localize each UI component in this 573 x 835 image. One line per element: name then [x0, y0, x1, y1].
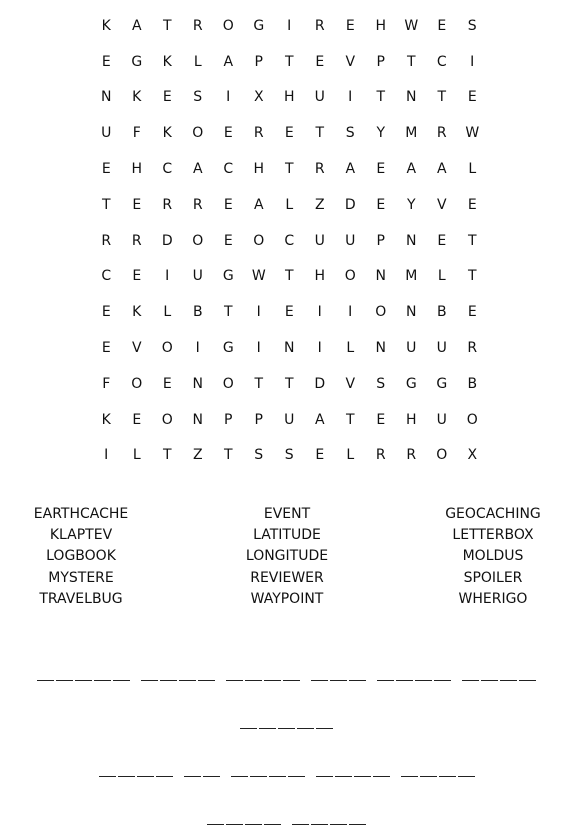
word-column-1 — [0, 504, 166, 610]
letter-blank — [292, 804, 309, 825]
grid-letter: I — [348, 89, 353, 106]
letter-blank — [259, 708, 276, 729]
grid-letter: E — [315, 447, 325, 464]
blank-word — [377, 660, 451, 681]
grid-letter: E — [284, 304, 294, 321]
word-item: LONGITUDE — [245, 548, 329, 565]
letter-blank — [160, 660, 177, 681]
grid-letter: R — [162, 196, 173, 213]
grid-letter: V — [436, 196, 447, 213]
word-item: REVIEWER — [250, 569, 324, 586]
grid-letter: I — [317, 340, 322, 357]
grid-letter: I — [256, 340, 261, 357]
word-item: LETTERBOX — [452, 527, 534, 544]
grid-letter: E — [132, 196, 142, 213]
grid-letter: T — [284, 268, 294, 285]
grid-letter: T — [254, 375, 264, 392]
grid-letter: Z — [314, 196, 325, 213]
grid-letter: G — [222, 340, 234, 357]
grid-letter: K — [101, 17, 111, 34]
blank-word — [311, 660, 366, 681]
grid-letter: H — [375, 17, 387, 34]
letter-blank — [330, 804, 347, 825]
grid-letter: T — [284, 53, 294, 70]
word-column-3 — [408, 504, 573, 610]
grid-letter: R — [192, 17, 203, 34]
blank-word — [292, 804, 366, 825]
grid-letter: N — [284, 340, 295, 357]
grid-letter: I — [470, 53, 475, 70]
blank-word — [226, 660, 300, 681]
grid-letter: N — [192, 375, 203, 392]
word-item: KLAPTEV — [49, 527, 113, 544]
grid-letter: T — [101, 196, 111, 213]
letter-blank — [396, 660, 413, 681]
grid-letter: B — [192, 304, 203, 321]
grid-letter: H — [405, 411, 417, 428]
grid-letter: L — [437, 268, 446, 285]
letter-blank — [240, 708, 257, 729]
grid-letter: U — [314, 232, 325, 249]
grid-letter: T — [284, 161, 294, 178]
letter-blank — [203, 756, 220, 777]
grid-letter: E — [467, 304, 477, 321]
grid-letter: R — [253, 125, 264, 142]
grid-letter: I — [348, 304, 353, 321]
grid-letter: E — [467, 196, 477, 213]
grid-letter: T — [345, 411, 355, 428]
grid-letter: A — [406, 161, 417, 178]
word-item: EARTHCACHE — [33, 506, 129, 522]
letter-blank — [207, 804, 224, 825]
grid-letter: T — [406, 53, 416, 70]
grid-letter: P — [376, 232, 385, 249]
letter-blank — [434, 660, 451, 681]
grid-letter: O — [436, 447, 448, 464]
grid-letter: C — [436, 53, 447, 70]
grid-letter: C — [284, 232, 295, 249]
grid-letter: L — [468, 161, 477, 178]
letter-blank — [156, 756, 173, 777]
grid-letter: E — [162, 375, 172, 392]
grid-letter: A — [131, 17, 142, 34]
blank-word — [37, 660, 130, 681]
grid-letter: C — [223, 161, 234, 178]
grid-letter: L — [346, 340, 355, 357]
grid-letter: I — [226, 89, 231, 106]
grid-letter: D — [161, 232, 173, 249]
grid-letter: T — [284, 375, 294, 392]
letter-blank — [198, 660, 215, 681]
letter-blank — [316, 756, 333, 777]
grid-letter: O — [192, 125, 204, 142]
grid-letter: K — [132, 304, 142, 321]
grid-letter: U — [406, 340, 417, 357]
blank-word — [141, 660, 215, 681]
grid-letter: F — [102, 375, 111, 392]
letter-blank — [335, 756, 352, 777]
letter-blank — [420, 756, 437, 777]
grid-letter: K — [162, 53, 172, 70]
grid-letter: U — [284, 411, 295, 428]
word-item: LATITUDE — [253, 527, 321, 544]
letter-blank — [250, 756, 267, 777]
grid-letter: T — [223, 447, 233, 464]
grid-letter: R — [192, 196, 203, 213]
letter-blank — [330, 660, 347, 681]
letter-blank — [179, 660, 196, 681]
grid-letter: N — [375, 268, 386, 285]
grid-letter: T — [315, 125, 325, 142]
letter-blank — [297, 708, 314, 729]
grid-letter: D — [314, 375, 326, 392]
grid-letter: U — [314, 89, 325, 106]
grid-letter: R — [314, 161, 325, 178]
grid-letter: G — [405, 375, 417, 392]
blank-word — [240, 708, 333, 729]
grid-letter: H — [131, 161, 143, 178]
grid-letter: B — [467, 375, 478, 392]
word-item: MOLDUS — [462, 548, 524, 565]
word-column-2 — [202, 504, 372, 610]
grid-letter: S — [193, 89, 203, 106]
grid-letter: O — [131, 375, 143, 392]
grid-letter: U — [101, 125, 112, 142]
grid-letter: X — [467, 447, 478, 464]
grid-letter: U — [436, 411, 447, 428]
grid-letter: L — [285, 196, 294, 213]
grid-letter: W — [465, 125, 480, 142]
grid-letter: E — [223, 196, 233, 213]
grid-letter: S — [254, 447, 264, 464]
grid-letter: I — [287, 17, 292, 34]
letter-blank — [519, 660, 536, 681]
letter-blank — [373, 756, 390, 777]
grid-letter: A — [314, 411, 325, 428]
grid-letter: G — [436, 375, 448, 392]
letter-blank — [439, 756, 456, 777]
grid-letter: P — [376, 53, 385, 70]
letter-blank — [264, 804, 281, 825]
blank-line — [0, 660, 573, 681]
letter-blank — [401, 756, 418, 777]
grid-letter: S — [284, 447, 294, 464]
grid-letter: O — [192, 232, 204, 249]
letter-blank — [137, 756, 154, 777]
grid-letter: N — [192, 411, 203, 428]
grid-letter: O — [466, 411, 478, 428]
grid-letter: E — [284, 125, 294, 142]
grid-letter: N — [101, 89, 112, 106]
grid-letter: F — [132, 125, 141, 142]
grid-letter: E — [132, 411, 142, 428]
grid-letter: S — [376, 375, 386, 392]
grid-letter: T — [162, 17, 172, 34]
letter-blank — [462, 660, 479, 681]
grid-letter: H — [283, 89, 295, 106]
letter-blank — [226, 804, 243, 825]
grid-letter: E — [101, 340, 111, 357]
blank-word — [184, 756, 220, 777]
letter-blank — [415, 660, 432, 681]
grid-letter: O — [222, 17, 234, 34]
letter-blank — [56, 660, 73, 681]
grid-letter: E — [223, 125, 233, 142]
grid-letter: E — [101, 304, 111, 321]
letter-blank — [231, 756, 248, 777]
letter-blank — [94, 660, 111, 681]
letter-blank — [245, 660, 262, 681]
word-item: WHERIGO — [458, 590, 528, 607]
grid-letter: L — [132, 447, 141, 464]
grid-letter: L — [346, 447, 355, 464]
grid-letter: R — [314, 17, 325, 34]
blank-word — [207, 804, 281, 825]
grid-letter: R — [406, 447, 417, 464]
grid-letter: I — [256, 304, 261, 321]
word-item: LOGBOOK — [46, 548, 116, 565]
grid-letter: C — [101, 268, 112, 285]
grid-letter: O — [344, 268, 356, 285]
grid-letter: K — [162, 125, 172, 142]
letter-blank — [481, 660, 498, 681]
blank-line — [0, 756, 573, 777]
grid-letter: O — [253, 232, 265, 249]
grid-letter: P — [254, 411, 263, 428]
grid-letter: O — [161, 340, 173, 357]
letter-blank — [37, 660, 54, 681]
grid-letter: Y — [406, 196, 416, 213]
letter-blank — [141, 660, 158, 681]
grid-letter: K — [101, 411, 111, 428]
grid-letter: E — [437, 232, 447, 249]
grid-letter: A — [223, 53, 234, 70]
letter-blank — [113, 660, 130, 681]
grid-letter: I — [317, 304, 322, 321]
grid-letter: M — [405, 268, 418, 285]
letter-blank — [75, 660, 92, 681]
grid-letter: U — [436, 340, 447, 357]
grid-letter: I — [165, 268, 170, 285]
letter-blank — [458, 756, 475, 777]
letter-blank — [226, 660, 243, 681]
letter-blank — [264, 660, 281, 681]
letter-blank — [283, 660, 300, 681]
grid-letter: W — [404, 17, 419, 34]
grid-letter: E — [467, 89, 477, 106]
word-list — [0, 504, 573, 614]
grid-letter: E — [162, 89, 172, 106]
grid-letter: V — [345, 53, 356, 70]
grid-letter: E — [345, 17, 355, 34]
grid-letter: L — [193, 53, 202, 70]
grid-letter: A — [436, 161, 447, 178]
blank-word — [231, 756, 305, 777]
grid-letter: O — [222, 375, 234, 392]
letter-blank — [269, 756, 286, 777]
letter-blank — [288, 756, 305, 777]
grid-letter: L — [163, 304, 172, 321]
grid-letter: T — [467, 268, 477, 285]
grid-letter: R — [467, 340, 478, 357]
grid-letter: E — [101, 53, 111, 70]
grid-letter: E — [376, 196, 386, 213]
grid-letter: N — [406, 304, 417, 321]
letter-blank — [311, 804, 328, 825]
grid-letter: R — [101, 232, 112, 249]
grid-letter: P — [254, 53, 263, 70]
letter-blank — [349, 804, 366, 825]
grid-letter: Z — [192, 447, 203, 464]
word-item: MYSTERE — [48, 569, 114, 586]
word-item: WAYPOINT — [250, 590, 324, 607]
grid-letter: V — [345, 375, 356, 392]
grid-letter: X — [253, 89, 264, 106]
grid-letter: I — [104, 447, 109, 464]
letter-blank — [184, 756, 201, 777]
grid-letter: R — [131, 232, 142, 249]
grid-letter: S — [345, 125, 355, 142]
grid-letter: T — [162, 447, 172, 464]
letter-blank — [245, 804, 262, 825]
grid-letter: V — [131, 340, 142, 357]
grid-letter: A — [253, 196, 264, 213]
grid-letter: M — [405, 125, 418, 142]
grid-letter: Y — [376, 125, 386, 142]
letter-blank — [118, 756, 135, 777]
grid-letter: H — [314, 268, 326, 285]
grid-letter: U — [345, 232, 356, 249]
grid-letter: G — [131, 53, 143, 70]
grid-letter: N — [406, 232, 417, 249]
grid-letter: T — [437, 89, 447, 106]
grid-letter: U — [192, 268, 203, 285]
grid-letter: T — [467, 232, 477, 249]
grid-letter: E — [376, 411, 386, 428]
grid-letter: E — [132, 268, 142, 285]
blank-word — [401, 756, 475, 777]
grid-letter: R — [375, 447, 386, 464]
grid-letter: I — [195, 340, 200, 357]
grid-letter: N — [375, 340, 386, 357]
grid-letter: E — [376, 161, 386, 178]
grid-letter: E — [437, 17, 447, 34]
word-item: EVENT — [263, 506, 311, 522]
letter-blank — [377, 660, 394, 681]
grid-letter: E — [223, 232, 233, 249]
grid-letter: P — [224, 411, 233, 428]
word-item: GEOCACHING — [445, 506, 541, 522]
grid-letter: G — [222, 268, 234, 285]
letter-blank — [316, 708, 333, 729]
grid-letter: E — [315, 53, 325, 70]
grid-letter: T — [376, 89, 386, 106]
grid-letter: B — [436, 304, 447, 321]
grid-letter: R — [436, 125, 447, 142]
blank-line — [0, 804, 573, 825]
letter-blank — [354, 756, 371, 777]
grid-letter: A — [192, 161, 203, 178]
grid-letter: S — [467, 17, 477, 34]
letter-blank — [349, 660, 366, 681]
grid-letter: W — [251, 268, 266, 285]
letter-blank — [99, 756, 116, 777]
grid-letter: K — [132, 89, 142, 106]
word-item: SPOILER — [463, 569, 523, 586]
letter-blank — [500, 660, 517, 681]
letter-blank — [311, 660, 328, 681]
grid-letter: C — [162, 161, 173, 178]
word-item: TRAVELBUG — [39, 590, 123, 607]
grid-letter: G — [253, 17, 265, 34]
letter-blank — [278, 708, 295, 729]
grid-letter: N — [406, 89, 417, 106]
grid-letter: A — [345, 161, 356, 178]
grid-letter: D — [344, 196, 356, 213]
blank-word — [462, 660, 536, 681]
grid-letter: H — [253, 161, 265, 178]
grid-letter: O — [161, 411, 173, 428]
blank-word — [316, 756, 390, 777]
letter-grid — [91, 8, 488, 473]
grid-letter: O — [375, 304, 387, 321]
grid-letter: T — [223, 304, 233, 321]
blank-word — [99, 756, 173, 777]
blank-line — [0, 708, 573, 729]
grid-letter: E — [101, 161, 111, 178]
